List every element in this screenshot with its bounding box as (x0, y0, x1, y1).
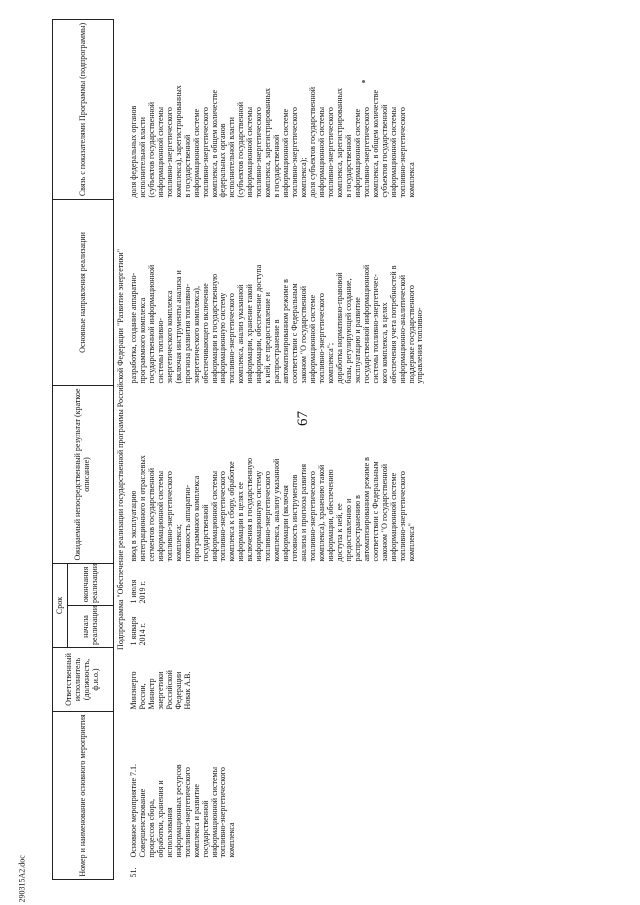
program-table (52, 19, 426, 880)
header-executor: Ответственный исполнитель (должность, ф.и.о.) (53, 647, 114, 711)
subprogram-row (114, 19, 129, 879)
row-end: 1 июля 2019 г. (128, 579, 147, 604)
header-result: Ожидаемый непосредственный результат (краткое описание) (53, 385, 114, 563)
header-link: Связь с показателями Программы (подпрограммы) (53, 19, 114, 199)
rotated-table-page (52, 20, 612, 880)
header-name: Номер и наименование основного мероприятия (53, 711, 114, 879)
subprogram-title: Подпрограмма "Обеспечение реализации государственной программы Российской Федерации "Развитие энергетики" (116, 249, 125, 650)
document-id: 290315A2.doc (17, 855, 27, 903)
header-start: начала реализации (68, 605, 114, 647)
page-number: 67 (295, 411, 311, 426)
row-directions: разработка, создание аппаратно- программного комплекса государственной информационной системы топливно- энергетического комплекса (включая инструменты анализа и прогноза развития топливно- энергетического комплекса), обеспечивающего включение информации в государственную информационную систему топливно-энергетического комплекса, анализ указанной информации, хранение такой информации, обеспечение доступа к ней, ее предоставление и распространение в автоматизированном режиме в соответствии с Федеральным законом "О государственной информационной системе топливно-энергетического комплекса"; доработка нормативно-правовой базы, регулирующей создание, эксплуатацию и развитие государственной информационной системы топливно-энергетичес- кого комплекса, в целях обеспечения учета потребностей в информационно-аналитической поддержке государственного управления топливно- (128, 264, 425, 384)
header-row (53, 19, 68, 879)
row-link: доля федеральных органов исполнительной власти (субъектов государственной информационной системы топливно-энергетического комплекса), зарегистрированных в государственной информационной системе топливно-энергетического комплекса, в общем количестве федеральных органов исполнительной власти (субъектов государственной информационной системы топливно-энергетического комплекса, зарегистрированных в государственной информационной системе топливно-энергетического комплекса); доля субъектов государственной информационной системы топливно-энергетического комплекса, зарегистрированных в государственной информационной системе топливно-энергетического комплекса, в общем количестве субъектов государственной информационной системы топливно-энергетического комплекса (128, 85, 416, 198)
row-name: Основное мероприятие 7.1. Совершенствование процессов сбора, обработки, хранения и использования информационных ресурсов топливно-энергетического комплекса и развитие государственной информационной системы топливно-энергетического комплекса (128, 764, 237, 858)
header-term: Срок (53, 563, 68, 647)
row-executor: Минэнерго России, Министр энергетики Российской Федерации Новак А.В. (128, 670, 192, 710)
header-directions: Основные направления реализации (53, 199, 114, 385)
row-start: 1 января 2014 г. (128, 616, 147, 646)
row-number: 51. (128, 867, 138, 878)
header-end: окончания реализации (68, 563, 114, 605)
row-result: ввод в эксплуатацию интеграционного и отраслевых сегментов государственной информационной системы топливно-энергетического комплекса; готовность аппаратно- программного комплекса государственной информационной системы топливно-энергетического комплекса к сбору, обработке информации в целях ее включения в государственную информационную систему топливно-энергетического комплекса, анализу указанной информации (включая готовность инструментов анализа и прогноза развития топливно-энергетического комплекса), хранению такой информации, обеспечению доступа к ней, ее предоставлению и распространению в автоматизированном режиме в соответствии с Федеральным законом "О государственной информационной системе топливно-энергетического комплекса" (128, 455, 416, 562)
table-row (129, 19, 426, 879)
